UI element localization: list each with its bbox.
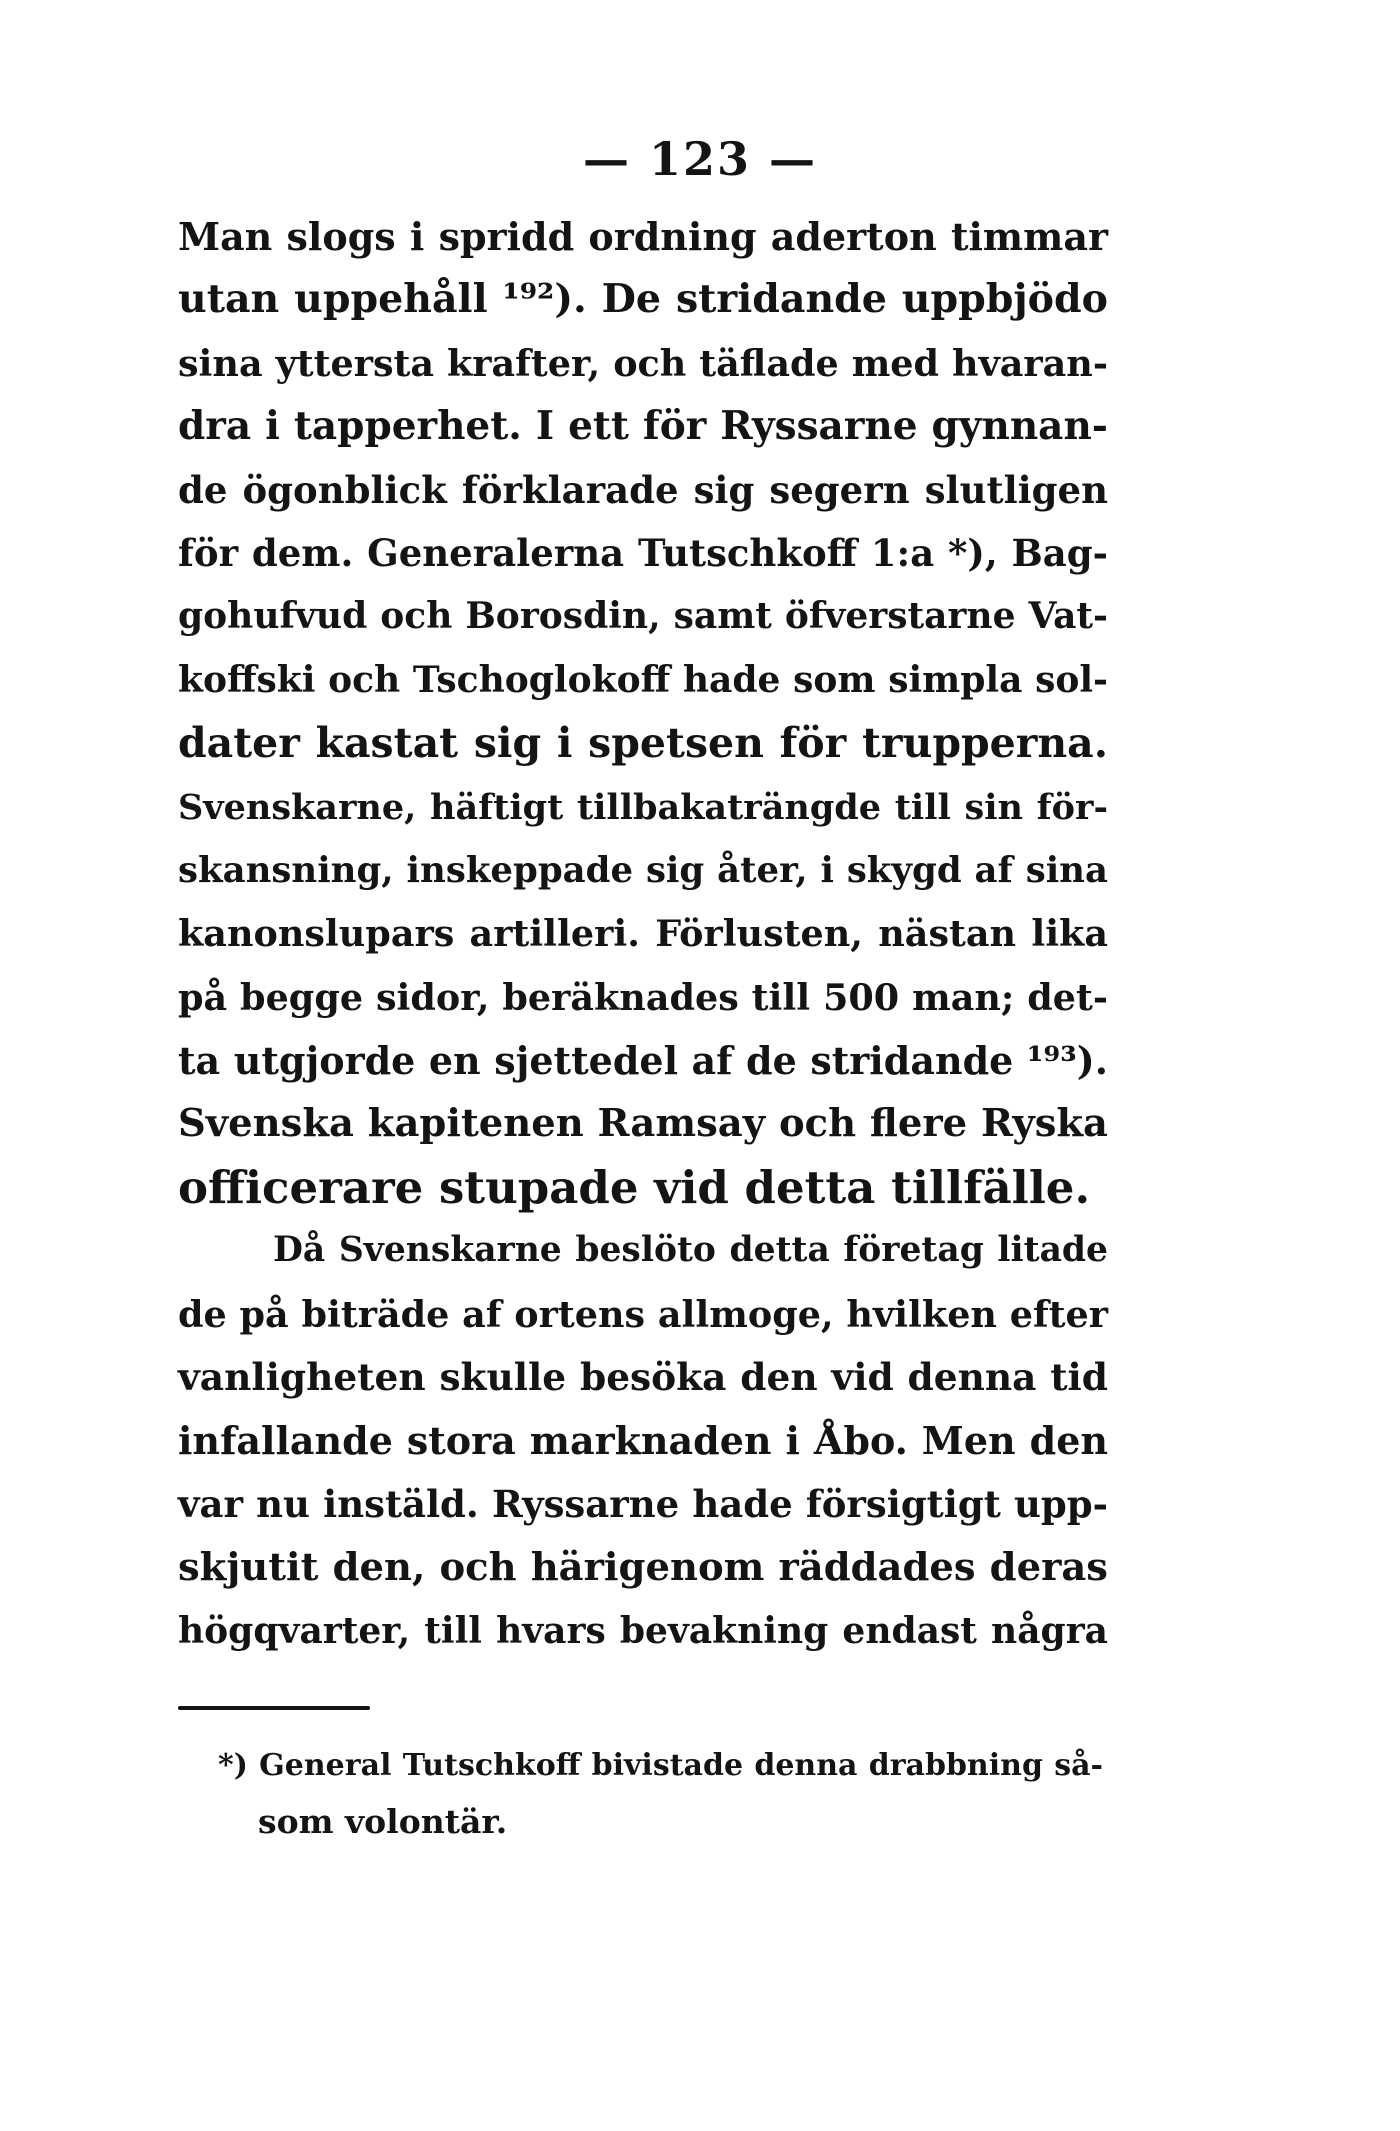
- text-line: vanligheten skulle besöka den vid denna tid: [178, 1355, 1108, 1400]
- text-line: de på biträde af ortens allmoge, hvilken efter: [178, 1292, 1108, 1336]
- text-line: för dem. Generalerna Tutschkoff 1:a *), Bag-: [178, 530, 1108, 575]
- text-line: skansning, inskeppade sig åter, i skygd af sina: [178, 849, 1108, 891]
- footnote-line: som volontär.: [258, 1802, 508, 1841]
- text-line: var nu instäld. Ryssarne hade försigtigt upp-: [178, 1481, 1108, 1526]
- text-line: sina yttersta krafter, och täflade med hvaran-: [178, 341, 1108, 385]
- text-line: infallande stora marknaden i Åbo. Men den: [178, 1418, 1108, 1464]
- text-line: officerare stupade vid detta tillfälle.: [178, 1160, 1091, 1214]
- text-line: koffski och Tschoglokoff hade som simpla sol-: [178, 658, 1108, 701]
- text-line: gohufvud och Borosdin, samt öfverstarne Vat-: [178, 595, 1108, 638]
- footnote-line: *) General Tutschkoff bivistade denna drabbning så-: [218, 1748, 1103, 1783]
- body-text: [178, 205, 1108, 1663]
- text-line: på begge sidor, beräknades till 500 man; det-: [178, 975, 1108, 1019]
- text-line: dater kastat sig i spetsen för trupperna.: [178, 719, 1108, 768]
- footnote-separator: [178, 1706, 370, 1710]
- text-line: Svenskarne, häftigt tillbakaträngde till sin för-: [178, 786, 1108, 828]
- text-line: dra i tapperhet. I ett för Ryssarne gynnan-: [178, 403, 1108, 450]
- text-line: skjutit den, och härigenom räddades deras: [178, 1545, 1108, 1591]
- text-line: utan uppehåll ¹⁹²). De stridande uppbjödo: [178, 276, 1108, 323]
- text-line: Man slogs i spridd ordning aderton timmar: [178, 214, 1108, 259]
- text-line: ta utgjorde en sjettedel af de stridande ¹⁹³).: [178, 1038, 1108, 1084]
- text-line: kanonslupars artilleri. Förlusten, nästan lika: [178, 912, 1108, 956]
- text-line: Svenska kapitenen Ramsay och flere Ryska: [178, 1101, 1108, 1147]
- footnote: [218, 1738, 1103, 1850]
- text-line: högqvarter, till hvars bevakning endast några: [178, 1609, 1108, 1652]
- page-number: — 123 —: [582, 132, 818, 186]
- text-line: Då Svenskarne beslöto detta företag litade: [273, 1230, 1108, 1271]
- text-line: de ögonblick förklarade sig segern slutligen: [178, 467, 1108, 512]
